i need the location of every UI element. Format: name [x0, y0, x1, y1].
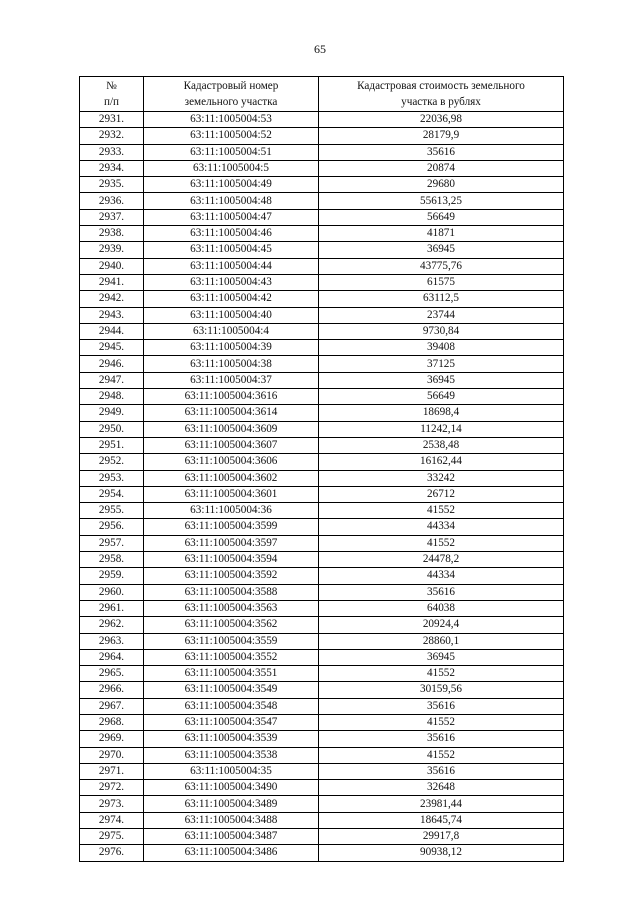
cadastral-number-cell: 63:11:1005004:39 — [144, 340, 319, 356]
table-row — [80, 763, 564, 779]
row-number-cell: 2935. — [80, 177, 144, 193]
row-number-cell: 2974. — [80, 812, 144, 828]
row-number-cell: 2962. — [80, 617, 144, 633]
row-number-cell: 2958. — [80, 552, 144, 568]
cadastral-number-cell: 63:11:1005004:40 — [144, 307, 319, 323]
row-number-cell: 2967. — [80, 698, 144, 714]
cadastral-value-cell: 23744 — [319, 307, 564, 323]
cadastral-number-cell: 63:11:1005004:3549 — [144, 682, 319, 698]
cadastral-number-cell: 63:11:1005004:46 — [144, 226, 319, 242]
cadastral-value-cell: 35616 — [319, 144, 564, 160]
row-number-cell: 2972. — [80, 780, 144, 796]
table-row — [80, 470, 564, 486]
table-row — [80, 633, 564, 649]
cadastral-value-table — [79, 76, 564, 862]
header-row-number-line1: № — [106, 80, 117, 92]
cadastral-value-cell: 44334 — [319, 519, 564, 535]
cadastral-number-cell: 63:11:1005004:43 — [144, 274, 319, 290]
cadastral-value-cell: 56649 — [319, 389, 564, 405]
cadastral-value-cell: 16162,44 — [319, 454, 564, 470]
cadastral-number-cell: 63:11:1005004:3538 — [144, 747, 319, 763]
cadastral-value-cell: 29680 — [319, 177, 564, 193]
table-row — [80, 454, 564, 470]
row-number-cell: 2969. — [80, 731, 144, 747]
row-number-cell: 2933. — [80, 144, 144, 160]
cadastral-number-cell: 63:11:1005004:3547 — [144, 714, 319, 730]
row-number-cell: 2951. — [80, 437, 144, 453]
row-number-cell: 2970. — [80, 747, 144, 763]
header-cadastral-value-line1: Кадастровая стоимость земельного — [357, 80, 525, 92]
cadastral-value-cell: 35616 — [319, 731, 564, 747]
cadastral-number-cell: 63:11:1005004:3616 — [144, 389, 319, 405]
cadastral-value-cell: 39408 — [319, 340, 564, 356]
row-number-cell: 2938. — [80, 226, 144, 242]
cadastral-number-cell: 63:11:1005004:3594 — [144, 552, 319, 568]
cadastral-value-cell: 41871 — [319, 226, 564, 242]
cadastral-number-cell: 63:11:1005004:44 — [144, 258, 319, 274]
cadastral-value-cell: 30159,56 — [319, 682, 564, 698]
row-number-cell: 2950. — [80, 421, 144, 437]
cadastral-value-cell: 43775,76 — [319, 258, 564, 274]
table-row — [80, 356, 564, 372]
cadastral-number-cell: 63:11:1005004:3601 — [144, 486, 319, 502]
cadastral-value-cell: 36945 — [319, 649, 564, 665]
cadastral-value-cell: 61575 — [319, 274, 564, 290]
row-number-cell: 2941. — [80, 274, 144, 290]
table-row — [80, 193, 564, 209]
cadastral-number-cell: 63:11:1005004:3588 — [144, 584, 319, 600]
cadastral-value-cell: 44334 — [319, 568, 564, 584]
cadastral-value-cell: 9730,84 — [319, 323, 564, 339]
cadastral-value-cell: 11242,14 — [319, 421, 564, 437]
cadastral-number-cell: 63:11:1005004:3548 — [144, 698, 319, 714]
table-row — [80, 421, 564, 437]
row-number-cell: 2937. — [80, 209, 144, 225]
table-row — [80, 209, 564, 225]
header-cadastral-value-line2: участка в рублях — [401, 96, 481, 108]
cadastral-value-cell: 28179,9 — [319, 128, 564, 144]
cadastral-number-cell: 63:11:1005004:53 — [144, 112, 319, 128]
row-number-cell: 2939. — [80, 242, 144, 258]
table-row — [80, 731, 564, 747]
table-row — [80, 780, 564, 796]
table-row — [80, 258, 564, 274]
table-row — [80, 682, 564, 698]
cadastral-value-cell: 35616 — [319, 584, 564, 600]
cadastral-number-cell: 63:11:1005004:3551 — [144, 666, 319, 682]
row-number-cell: 2957. — [80, 535, 144, 551]
table-row — [80, 503, 564, 519]
table-row — [80, 714, 564, 730]
row-number-cell: 2934. — [80, 160, 144, 176]
cadastral-number-cell: 63:11:1005004:3490 — [144, 780, 319, 796]
cadastral-value-cell: 41552 — [319, 714, 564, 730]
header-row-number — [80, 77, 144, 112]
row-number-cell: 2932. — [80, 128, 144, 144]
row-number-cell: 2954. — [80, 486, 144, 502]
table-row — [80, 177, 564, 193]
row-number-cell: 2964. — [80, 649, 144, 665]
cadastral-number-cell: 63:11:1005004:3539 — [144, 731, 319, 747]
table-row — [80, 160, 564, 176]
row-number-cell: 2971. — [80, 763, 144, 779]
table-row — [80, 584, 564, 600]
row-number-cell: 2949. — [80, 405, 144, 421]
table-row — [80, 698, 564, 714]
table-row — [80, 405, 564, 421]
table-body — [80, 112, 564, 862]
row-number-cell: 2946. — [80, 356, 144, 372]
table-row — [80, 128, 564, 144]
row-number-cell: 2959. — [80, 568, 144, 584]
row-number-cell: 2956. — [80, 519, 144, 535]
cadastral-value-cell: 20874 — [319, 160, 564, 176]
table-row — [80, 812, 564, 828]
cadastral-number-cell: 63:11:1005004:38 — [144, 356, 319, 372]
cadastral-number-cell: 63:11:1005004:3597 — [144, 535, 319, 551]
cadastral-value-cell: 18645,74 — [319, 812, 564, 828]
table-row — [80, 486, 564, 502]
cadastral-value-cell: 37125 — [319, 356, 564, 372]
page-number: 65 — [314, 42, 326, 56]
table-row — [80, 535, 564, 551]
table-row — [80, 437, 564, 453]
cadastral-number-cell: 63:11:1005004:37 — [144, 372, 319, 388]
cadastral-number-cell: 63:11:1005004:3559 — [144, 633, 319, 649]
row-number-cell: 2947. — [80, 372, 144, 388]
cadastral-number-cell: 63:11:1005004:3592 — [144, 568, 319, 584]
cadastral-number-cell: 63:11:1005004:3607 — [144, 437, 319, 453]
header-cadastral-number-line1: Кадастровый номер — [183, 80, 279, 92]
cadastral-number-cell: 63:11:1005004:35 — [144, 763, 319, 779]
table-row — [80, 226, 564, 242]
header-cadastral-value — [319, 77, 564, 112]
row-number-cell: 2963. — [80, 633, 144, 649]
table-header-row — [80, 77, 564, 112]
header-row-number-line2: п/п — [103, 96, 120, 108]
cadastral-value-cell: 20924,4 — [319, 617, 564, 633]
cadastral-value-cell: 28860,1 — [319, 633, 564, 649]
cadastral-number-cell: 63:11:1005004:3486 — [144, 845, 319, 861]
cadastral-value-cell: 63112,5 — [319, 291, 564, 307]
row-number-cell: 2944. — [80, 323, 144, 339]
table-row — [80, 144, 564, 160]
cadastral-value-cell: 2538,48 — [319, 437, 564, 453]
cadastral-value-cell: 32648 — [319, 780, 564, 796]
cadastral-number-cell: 63:11:1005004:3614 — [144, 405, 319, 421]
row-number-cell: 2975. — [80, 829, 144, 845]
cadastral-number-cell: 63:11:1005004:48 — [144, 193, 319, 209]
table-row — [80, 600, 564, 616]
table-row — [80, 829, 564, 845]
header-cadastral-number — [144, 77, 319, 112]
cadastral-number-cell: 63:11:1005004:51 — [144, 144, 319, 160]
table-row — [80, 796, 564, 812]
cadastral-number-cell: 63:11:1005004:3552 — [144, 649, 319, 665]
row-number-cell: 2953. — [80, 470, 144, 486]
table-row — [80, 112, 564, 128]
cadastral-number-cell: 63:11:1005004:45 — [144, 242, 319, 258]
table-row — [80, 372, 564, 388]
table-row — [80, 568, 564, 584]
cadastral-value-cell: 55613,25 — [319, 193, 564, 209]
table-row — [80, 747, 564, 763]
row-number-cell: 2961. — [80, 600, 144, 616]
cadastral-number-cell: 63:11:1005004:3562 — [144, 617, 319, 633]
table-row — [80, 340, 564, 356]
cadastral-value-cell: 26712 — [319, 486, 564, 502]
cadastral-value-cell: 18698,4 — [319, 405, 564, 421]
cadastral-value-cell: 90938,12 — [319, 845, 564, 861]
cadastral-value-cell: 36945 — [319, 242, 564, 258]
table-row — [80, 519, 564, 535]
cadastral-number-cell: 63:11:1005004:3599 — [144, 519, 319, 535]
table-row — [80, 389, 564, 405]
cadastral-number-cell: 63:11:1005004:5 — [144, 160, 319, 176]
header-cadastral-number-line2: земельного участка — [184, 96, 278, 108]
table-row — [80, 307, 564, 323]
table-row — [80, 649, 564, 665]
row-number-cell: 2943. — [80, 307, 144, 323]
row-number-cell: 2931. — [80, 112, 144, 128]
cadastral-value-cell: 23981,44 — [319, 796, 564, 812]
table-row — [80, 274, 564, 290]
table-row — [80, 291, 564, 307]
table-row — [80, 323, 564, 339]
cadastral-value-cell: 41552 — [319, 666, 564, 682]
cadastral-value-cell: 56649 — [319, 209, 564, 225]
cadastral-number-cell: 63:11:1005004:4 — [144, 323, 319, 339]
cadastral-number-cell: 63:11:1005004:3602 — [144, 470, 319, 486]
cadastral-number-cell: 63:11:1005004:3487 — [144, 829, 319, 845]
row-number-cell: 2955. — [80, 503, 144, 519]
row-number-cell: 2936. — [80, 193, 144, 209]
row-number-cell: 2966. — [80, 682, 144, 698]
row-number-cell: 2940. — [80, 258, 144, 274]
cadastral-value-cell: 29917,8 — [319, 829, 564, 845]
cadastral-value-cell: 35616 — [319, 698, 564, 714]
cadastral-number-cell: 63:11:1005004:52 — [144, 128, 319, 144]
table-row — [80, 845, 564, 861]
cadastral-value-cell: 41552 — [319, 503, 564, 519]
cadastral-value-cell: 36945 — [319, 372, 564, 388]
cadastral-value-cell: 41552 — [319, 747, 564, 763]
table-row — [80, 666, 564, 682]
row-number-cell: 2973. — [80, 796, 144, 812]
row-number-cell: 2942. — [80, 291, 144, 307]
cadastral-number-cell: 63:11:1005004:3609 — [144, 421, 319, 437]
cadastral-number-cell: 63:11:1005004:3488 — [144, 812, 319, 828]
cadastral-value-cell: 35616 — [319, 763, 564, 779]
row-number-cell: 2968. — [80, 714, 144, 730]
row-number-cell: 2948. — [80, 389, 144, 405]
row-number-cell: 2952. — [80, 454, 144, 470]
table-row — [80, 552, 564, 568]
table-row — [80, 617, 564, 633]
cadastral-value-cell: 33242 — [319, 470, 564, 486]
cadastral-value-cell: 64038 — [319, 600, 564, 616]
table-row — [80, 242, 564, 258]
cadastral-value-cell: 41552 — [319, 535, 564, 551]
cadastral-value-cell: 24478,2 — [319, 552, 564, 568]
cadastral-value-cell: 22036,98 — [319, 112, 564, 128]
row-number-cell: 2960. — [80, 584, 144, 600]
row-number-cell: 2945. — [80, 340, 144, 356]
cadastral-number-cell: 63:11:1005004:3563 — [144, 600, 319, 616]
row-number-cell: 2965. — [80, 666, 144, 682]
row-number-cell: 2976. — [80, 845, 144, 861]
cadastral-number-cell: 63:11:1005004:3606 — [144, 454, 319, 470]
cadastral-number-cell: 63:11:1005004:49 — [144, 177, 319, 193]
cadastral-number-cell: 63:11:1005004:3489 — [144, 796, 319, 812]
cadastral-number-cell: 63:11:1005004:42 — [144, 291, 319, 307]
cadastral-number-cell: 63:11:1005004:47 — [144, 209, 319, 225]
cadastral-number-cell: 63:11:1005004:36 — [144, 503, 319, 519]
